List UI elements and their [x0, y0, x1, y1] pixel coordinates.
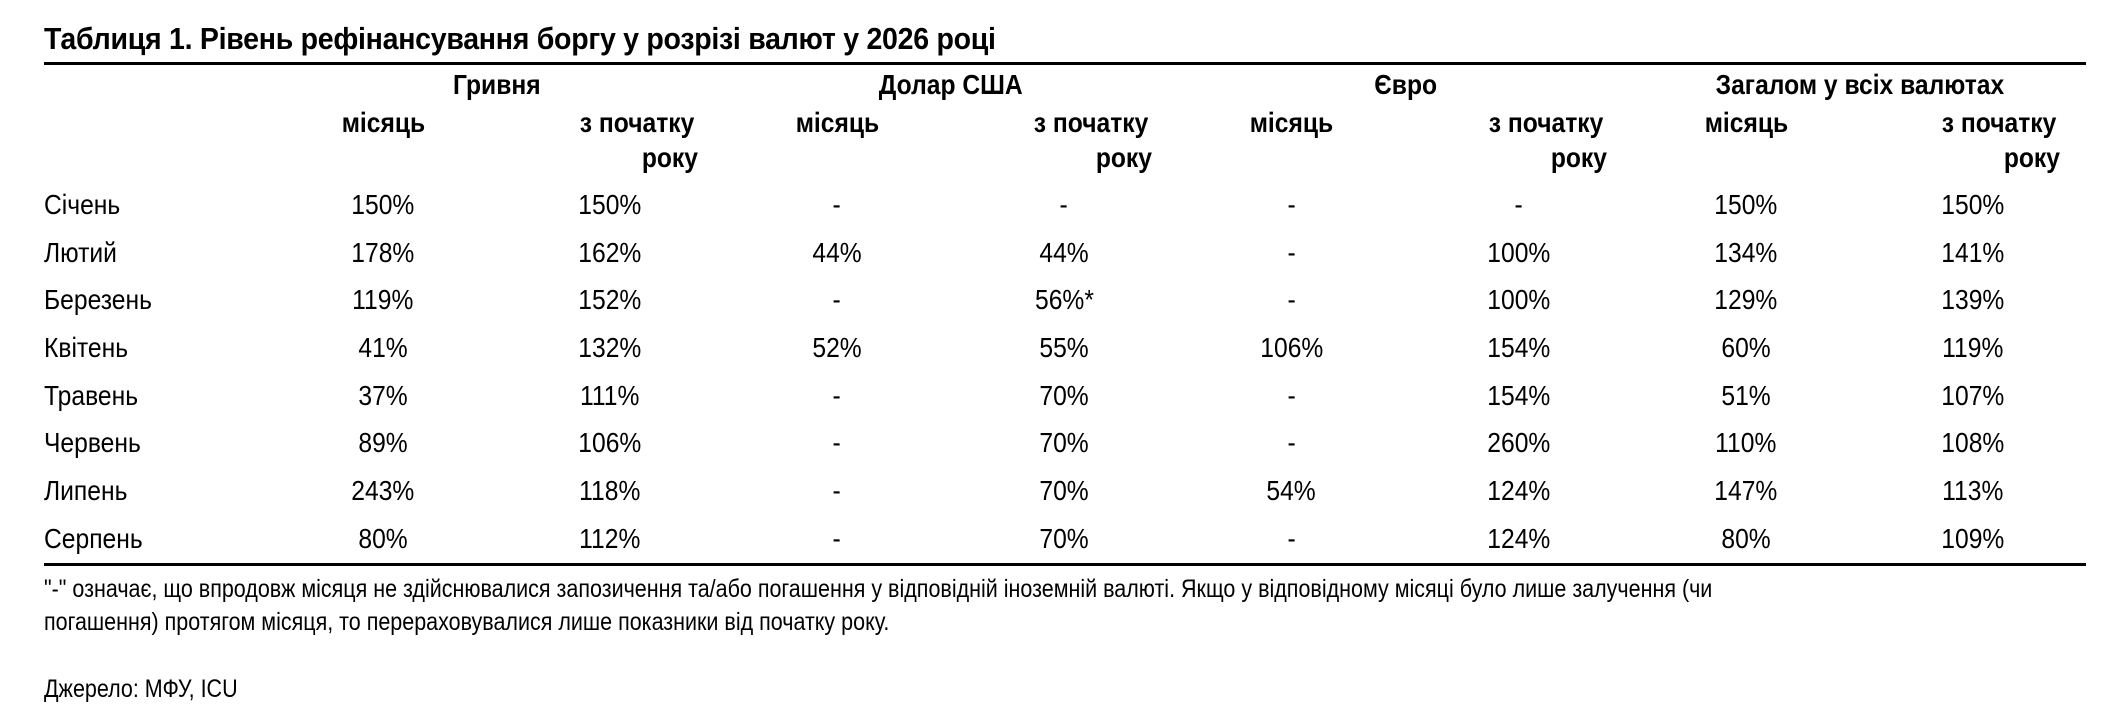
table-cell: 108%	[1941, 427, 2005, 459]
table-cell: 60%	[1721, 331, 1771, 363]
table-cell: 110%	[1715, 427, 1777, 459]
footnote-line: погашення) протягом місяця, то перераховувалися лише показники від початку року.	[44, 607, 890, 636]
table-cell: 134%	[1714, 236, 1778, 268]
table-cell: 139%	[1941, 284, 2005, 316]
table-cell: -	[832, 188, 842, 220]
row-month-label: Травень	[44, 379, 139, 411]
table-title: Таблиця 1. Рівень рефінансування боргу у розрізі валют у 2026 році	[44, 21, 996, 56]
table-cell: -	[1059, 188, 1069, 220]
table-body	[44, 181, 2086, 563]
table-cell: 141%	[1941, 236, 2005, 268]
row-month-label: Серпень	[44, 522, 143, 554]
table-cell: -	[832, 284, 842, 316]
table-cell: 106%	[578, 427, 642, 459]
row-month-label: Березень	[44, 284, 152, 316]
table-cell: 150%	[351, 188, 415, 220]
table-cell: 70%	[1039, 522, 1089, 554]
group-header-uah: Гривня	[453, 69, 541, 100]
table-cell: -	[1287, 427, 1296, 459]
table-cell: 41%	[358, 331, 408, 363]
table-cell: 119%	[1941, 331, 2004, 363]
table-cell: 80%	[358, 522, 408, 554]
subheader-ytd: з початку року	[1941, 107, 2061, 173]
row-month-label: Липень	[44, 474, 128, 506]
refinancing-table	[44, 65, 2086, 563]
table-cell: -	[1287, 188, 1296, 220]
subheader-month: місяць	[1704, 107, 1788, 138]
table-cell: 132%	[578, 331, 642, 363]
table-row	[44, 419, 2086, 467]
table-cell: 178%	[351, 236, 415, 268]
table-cell: 55%	[1039, 331, 1089, 363]
table-cell: 129%	[1714, 284, 1778, 316]
table-cell: 118%	[579, 474, 641, 506]
table-cell: 150%	[1714, 188, 1778, 220]
table-cell: 70%	[1039, 427, 1089, 459]
table-cell: -	[832, 474, 842, 506]
table-cell: 107%	[1941, 379, 2005, 411]
table-cell: 111%	[580, 379, 640, 411]
table-cell: 56%*	[1034, 284, 1094, 316]
table-cell: 119%	[352, 284, 414, 316]
footnote	[44, 573, 2022, 639]
table-cell: 44%	[812, 236, 862, 268]
table-row	[44, 467, 2086, 515]
subheader-ytd: з початку року	[1033, 107, 1153, 173]
header-corner-sub	[44, 103, 270, 181]
row-month-label: Січень	[44, 188, 121, 220]
header-group-row	[44, 65, 2086, 103]
footnote-line: "-" означає, що впродовж місяця не здійснювалися запозичення та/або погашення у відповідній іноземній валюті. Якщо у відповідному місяці було лише залучення (чи	[44, 574, 1713, 603]
table-cell: 51%	[1721, 379, 1771, 411]
table-cell: 150%	[578, 188, 642, 220]
subheader-month: місяць	[795, 107, 879, 138]
table-row	[44, 324, 2086, 372]
row-month-label: Лютий	[44, 236, 117, 268]
table-cell: -	[832, 522, 842, 554]
table-cell: 150%	[1941, 188, 2005, 220]
table-row	[44, 515, 2086, 563]
table-cell: 109%	[1941, 522, 2005, 554]
table-cell: 52%	[812, 331, 862, 363]
table-cell: 54%	[1266, 474, 1317, 506]
table-cell: -	[832, 427, 842, 459]
table-cell: 37%	[358, 379, 408, 411]
table-cell: 260%	[1487, 427, 1551, 459]
row-month-label: Квітень	[44, 331, 129, 363]
table-cell: -	[1287, 236, 1296, 268]
table-row	[44, 181, 2086, 229]
table-cell: -	[1287, 522, 1296, 554]
table-cell: 106%	[1260, 331, 1324, 363]
table-cell: 162%	[578, 236, 642, 268]
table-cell: 154%	[1487, 331, 1551, 363]
table-cell: 100%	[1487, 236, 1551, 268]
table-cell: -	[1514, 188, 1524, 220]
header-sub-row	[44, 103, 2086, 181]
subheader-ytd: з початку року	[579, 107, 699, 173]
table-cell: 243%	[351, 474, 415, 506]
table-cell: 44%	[1039, 236, 1089, 268]
table-cell: -	[832, 379, 842, 411]
table-row	[44, 229, 2086, 277]
table-cell: 124%	[1487, 474, 1551, 506]
row-month-label: Червень	[44, 427, 141, 459]
table-cell: 152%	[578, 284, 642, 316]
group-header-usd: Долар США	[879, 69, 1023, 100]
table-cell: -	[1287, 379, 1296, 411]
subheader-ytd: з початку року	[1488, 107, 1608, 173]
table-cell: 124%	[1487, 522, 1551, 554]
table-cell: 80%	[1721, 522, 1771, 554]
document	[44, 18, 2086, 706]
subheader-month: місяць	[341, 107, 425, 138]
table-cell: 70%	[1039, 474, 1089, 506]
subheader-month: місяць	[1249, 107, 1334, 138]
table-cell: -	[1287, 284, 1296, 316]
table-cell: 100%	[1487, 284, 1551, 316]
table-cell: 154%	[1487, 379, 1551, 411]
table-cell: 70%	[1039, 379, 1089, 411]
table-row	[44, 372, 2086, 420]
table-row	[44, 276, 2086, 324]
table-cell: 112%	[579, 522, 641, 554]
group-header-total: Загалом у всіх валютах	[1715, 69, 2004, 100]
group-header-eur: Євро	[1374, 69, 1437, 100]
header-corner	[44, 65, 270, 103]
table-cell: 147%	[1714, 474, 1778, 506]
bottom-rule	[44, 563, 2086, 566]
table-cell: 113%	[1941, 474, 2004, 506]
table-cell: 89%	[358, 427, 408, 459]
source-note: Джерело: МФУ, ICU	[44, 674, 238, 703]
